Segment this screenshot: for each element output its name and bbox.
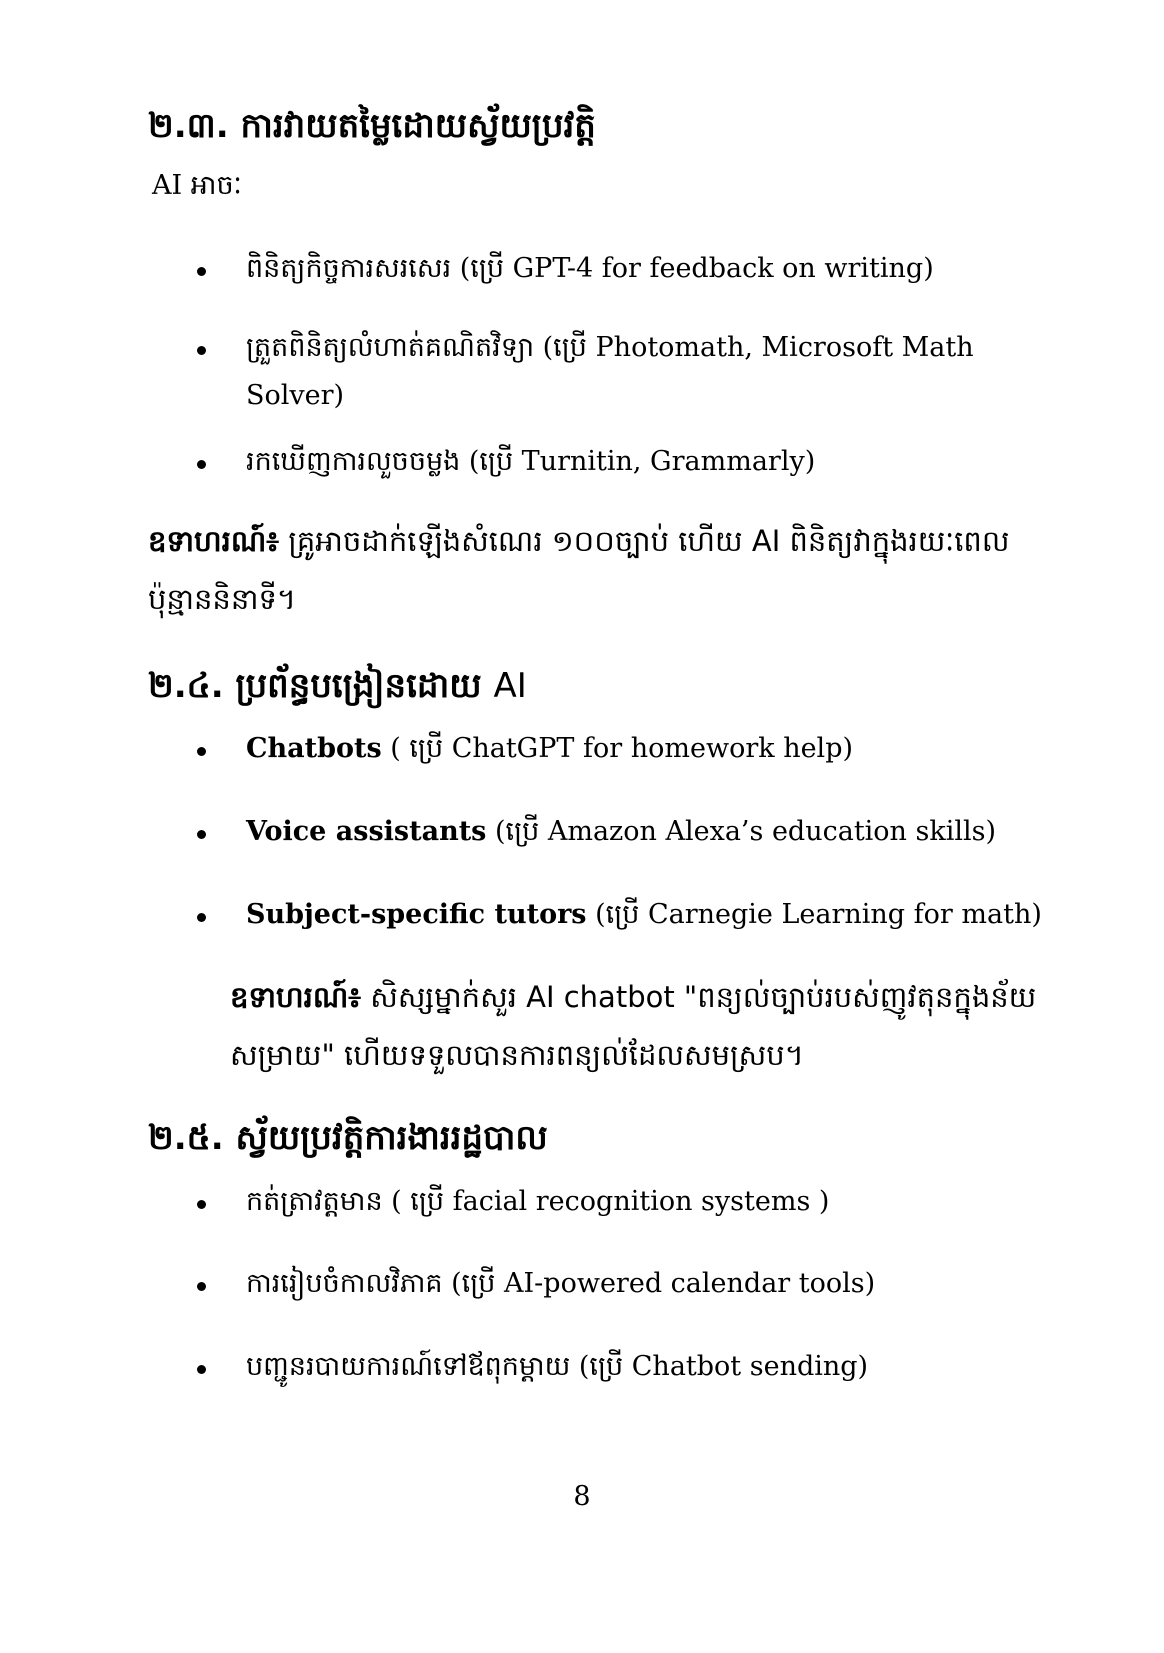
bullet-icon — [197, 1365, 206, 1374]
bullet-text: កត់ត្រាវត្តមាន ( ប្រើ facial recognition systems ) — [246, 1186, 830, 1217]
section-intro: AI អាចៈ — [152, 170, 242, 201]
section-heading-2-5: ២.៥. ស្វ័យប្រវត្តិការងាររដ្ឋបាល — [148, 1118, 548, 1158]
bullet-detail: (ប្រើ Carnegie Learning for math) — [586, 899, 1042, 930]
example-paragraph-2-3 — [148, 512, 1038, 628]
bullet-text — [246, 891, 1076, 939]
bullet-bold-term: Subject-specific tutors — [246, 899, 587, 930]
bullet-icon — [197, 913, 206, 922]
bullet-text — [246, 725, 1076, 773]
bullet-icon — [197, 346, 206, 355]
bullet-text: ពិនិត្យកិច្ចការសរសេរ (ប្រើ GPT-4 for feedback on writing) — [246, 253, 934, 284]
bullet-icon — [197, 830, 206, 839]
bullet-icon — [197, 267, 206, 276]
section-heading-2-3: ២.៣. ការវាយតម្លៃដោយស្វ័យប្រវត្តិ — [148, 106, 596, 146]
bullet-icon — [197, 460, 206, 469]
bullet-text: បញ្ជូនរបាយការណ៍ទៅឪពុកម្ដាយ (ប្រើ Chatbot sending) — [246, 1351, 869, 1382]
example-label: ឧទាហរណ៍៖ — [230, 980, 361, 1014]
section-heading-text: ២.៤. ប្រព័ន្ធបង្រៀនដោយ — [148, 666, 482, 706]
bullet-detail: (ប្រើ Amazon Alexa’s education skills) — [486, 816, 997, 847]
example-text: គ្រូអាចដាក់ឡើងសំណេរ ១០០ច្បាប់ ហើយ AI ពិនិត្យវាក្នុងរយៈពេលប៉ុន្មាននិនាទី។ — [148, 524, 1010, 616]
section-heading-2-4 — [148, 664, 527, 708]
bullet-icon — [197, 1282, 206, 1291]
bullet-text: ត្រួតពិនិត្យលំហាត់គណិតវិទ្យា (ប្រើ Photomath, Microsoft Math Solver) — [246, 332, 974, 411]
bullet-bold-term: Voice assistants — [246, 816, 487, 847]
example-text: សិស្សម្នាក់សួរ AI chatbot "ពន្យល់ច្បាប់របស់ញូវតុនក្នុងន័យសម្រាយ" ហើយទទួលបានការពន្យល់ដែលសមស្រប។ — [230, 980, 1037, 1072]
bullet-icon — [197, 1200, 206, 1209]
bullet-text: ការរៀបចំកាលវិភាគ (ប្រើ AI-powered calendar tools) — [246, 1268, 876, 1299]
section-heading-ai: AI — [493, 666, 527, 706]
page-number: 8 — [573, 1481, 591, 1512]
example-paragraph-2-4 — [230, 968, 1050, 1084]
bullet-text — [246, 808, 1076, 856]
bullet-detail: ( ប្រើ ChatGPT for homework help) — [381, 733, 854, 764]
bullet-icon — [197, 747, 206, 756]
example-label: ឧទាហរណ៍៖ — [148, 524, 279, 558]
bullet-bold-term: Chatbots — [246, 733, 382, 764]
bullet-text: រកឃើញការលួចចម្លង (ប្រើ Turnitin, Grammarly) — [246, 446, 816, 477]
